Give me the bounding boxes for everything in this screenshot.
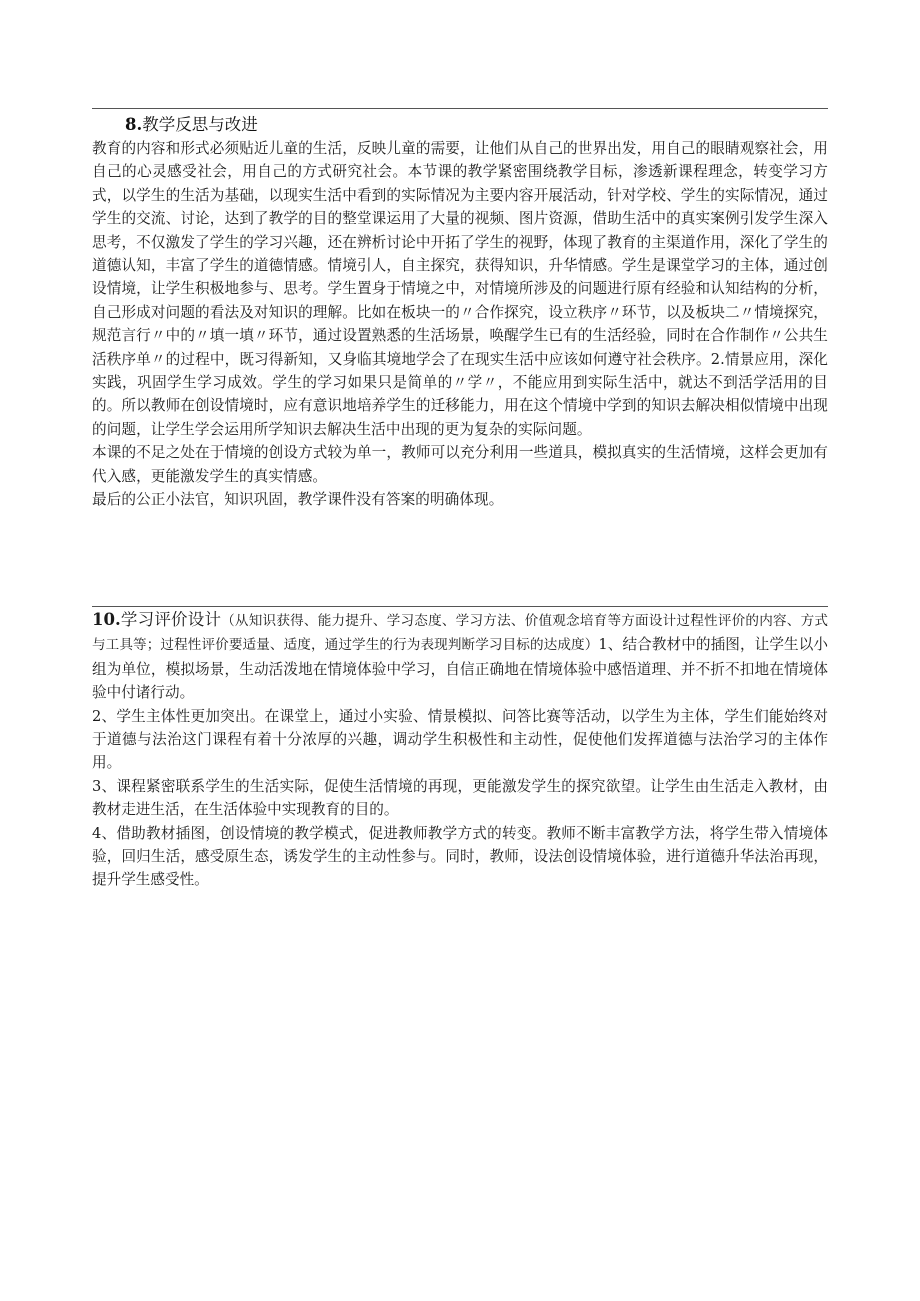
section-teaching-reflection [92, 113, 828, 512]
section-8-number: 8. [125, 115, 143, 134]
section-10-heading [92, 610, 221, 629]
top-divider [92, 108, 828, 109]
section-8-heading [125, 113, 828, 137]
evaluation-item-1: 1、结合教材中的插图，让学生以小组为单位，模拟场景，生动活泼地在情境体验中学习，自信正确地在情境体验中感悟道理、并不折不扣地在情境体验中付诸行动。 [92, 636, 828, 702]
section-8-title: 教学反思与改进 [142, 115, 258, 134]
evaluation-item-3: 3、课程紧密联系学生的生活实际，促使生活情境的再现，更能激发学生的探究欲望。让学生由生活走入教材，由教材走进生活，在生活体验中实现教育的目的。 [92, 777, 828, 819]
section-10-number: 10. [92, 610, 121, 629]
reflection-paragraph-2: 本课的不足之处在于情境的创设方式较为单一，教师可以充分利用一些道具，模拟真实的生活情境，这样会更加有代入感，更能激发学生的真实情感。 [92, 444, 828, 485]
reflection-paragraph-3: 最后的公正小法官，知识巩固，教学课件没有答案的明确体现。 [92, 491, 504, 509]
middle-divider [92, 606, 828, 607]
section-learning-evaluation [92, 608, 828, 892]
evaluation-item-4: 4、借助教材插图，创设情境的教学模式，促进教师教学方式的转变。教师不断丰富教学方法，将学生带入情境体验，回归生活，感受原生态，诱发学生的主动性参与。同时，教师，设法创设情境体验，进行道德升华法治再现，提升学生感受性。 [92, 824, 828, 889]
section-10-title: 学习评价设计 [120, 610, 222, 629]
evaluation-item-2: 2、学生主体性更加突出。在课堂上，通过小实验、情景模拟、问答比赛等活动，以学生为主体，学生们能始终对于道德与法治这门课程有着十分浓厚的兴趣，调动学生积极性和主动性，促使他们发挥道德与法治学习的主体作用。 [92, 707, 828, 772]
section-10-heading-paragraph [92, 608, 828, 705]
section-10-note: （从知识获得、能力提升、学习态度、学习方法、价值观念培育等方面设计过程性评价的内容、方式与工具等；过程性评价要适量、适度，通过学生的行为表现判断学习目标的达成度） [92, 613, 828, 654]
reflection-paragraph-1: 教育的内容和形式必须贴近儿童的生活，反映儿童的需要，让他们从自己的世界出发，用自己的眼睛观察社会，用自己的心灵感受社会，用自己的方式研究社会。本节课的教学紧密围绕教学目标，渗透新课程理念，转变学习方式，以学生的生活为基础，以现实生活中看到的实际情况为主要内容开展活动，针对学校、学生的实际情况，通过学生的交流、讨论，达到了教学的目的整堂课运用了大量的视频、图片资源，借助生活中的真实案例引发学生深入思考，不仅激发了学生的学习兴趣，还在辨析讨论中开拓了学生的视野，体现了教育的主渠道作用，深化了学生的道德认知，丰富了学生的道德情感。情境引人，自主探究，获得知识，升华情感。学生是课堂学习的主体，通过创设情境，让学生积极地参与、思考。学生置身于情境之中，对情境所涉及的问题进行原有经验和认知结构的分析，自己形成对问题的看法及对知识的理解。比如在板块一的〃合作探究，设立秩序〃环节，以及板块二〃情境探究，规范言行〃中的〃填一填〃环节，通过设置熟悉的生活场景，唤醒学生已有的生活经验，同时在合作制作〃公共生活秩序单〃的过程中，既习得新知，又身临其境地学会了在现实生活中应该如何遵守社会秩序。2.情景应用，深化实践，巩固学生学习成效。学生的学习如果只是简单的〃学〃，不能应用到实际生活中，就达不到活学活用的目的。所以教师在创设情境时，应有意识地培养学生的迁移能力，用在这个情境中学到的知识去解决相似情境中出现的问题，让学生学会运用所学知识去解决生活中出现的更为复杂的实际问题。 [92, 140, 828, 438]
